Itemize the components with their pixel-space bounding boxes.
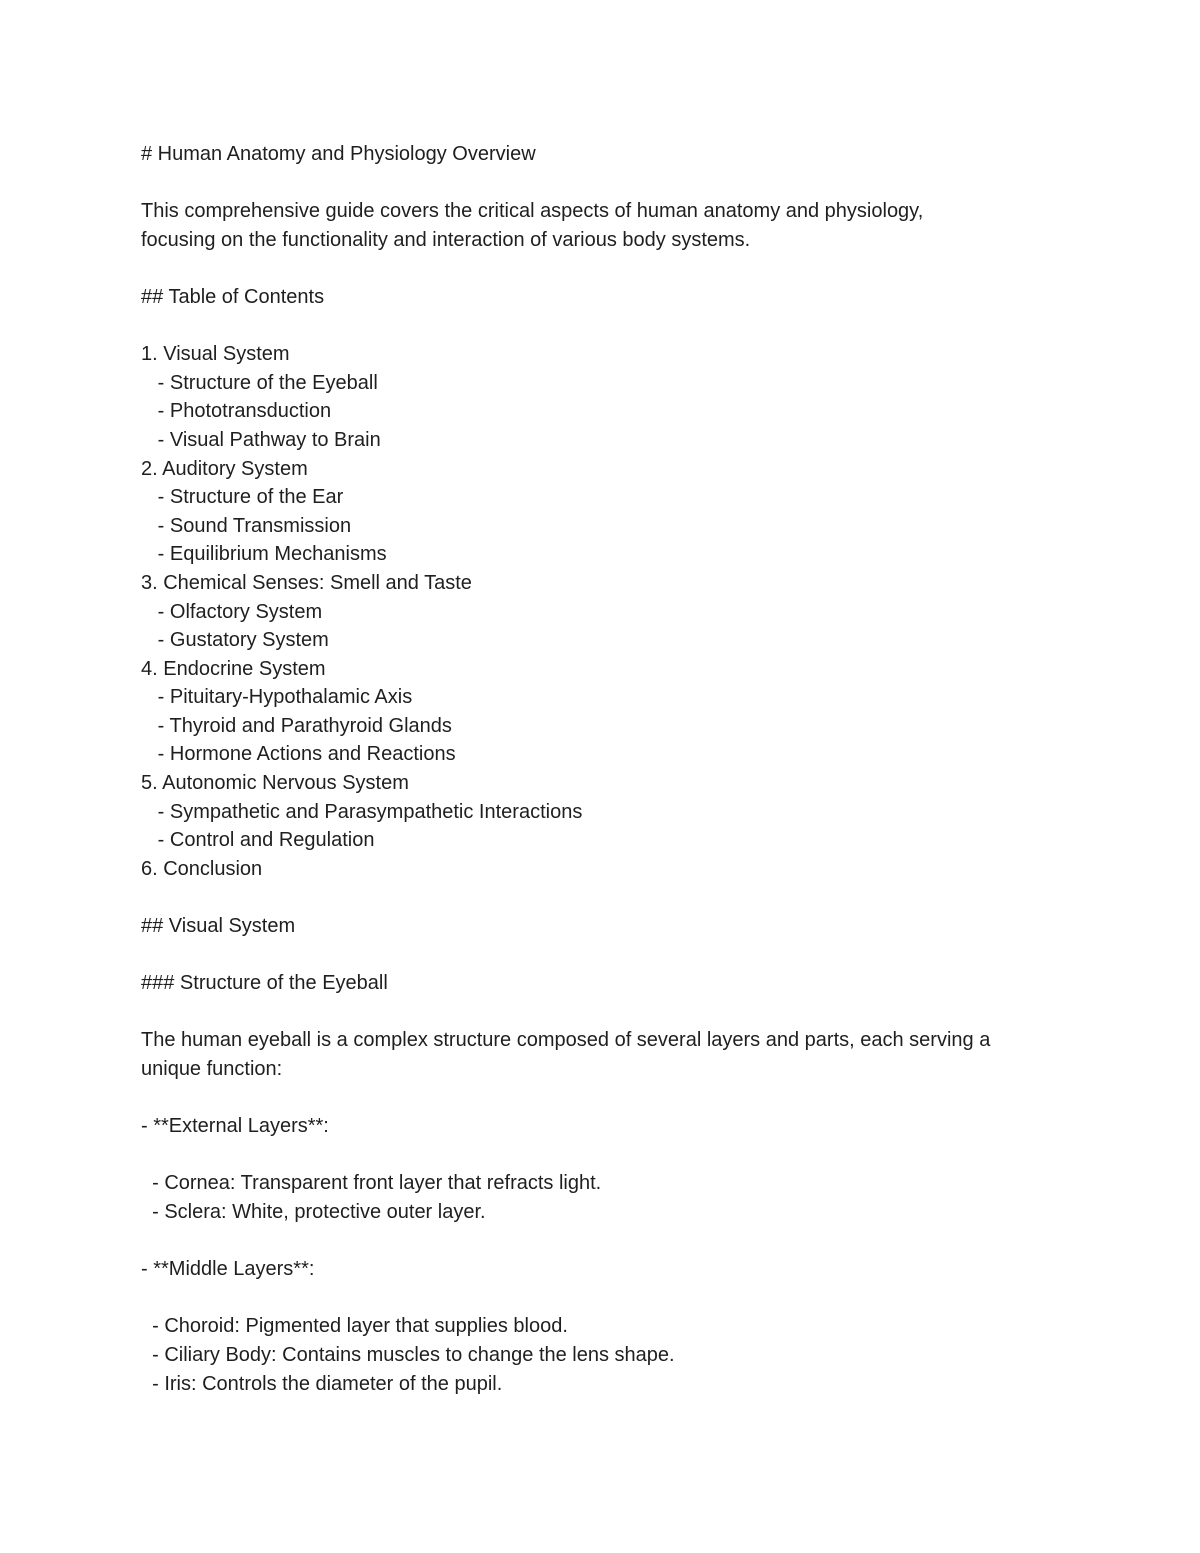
toc-item: - Thyroid and Parathyroid Glands	[141, 714, 452, 737]
spacer	[141, 1141, 1081, 1170]
toc-item: - Visual Pathway to Brain	[141, 428, 381, 451]
list-item: - Sclera: White, protective outer layer.	[141, 1200, 486, 1223]
toc-item: - Phototransduction	[141, 400, 332, 423]
list-item: - Choroid: Pigmented layer that supplies blood.	[141, 1315, 568, 1338]
middle-layers-heading: - **Middle Layers**:	[141, 1258, 315, 1281]
spacer	[141, 1084, 1081, 1113]
section-heading: ## Visual System	[141, 915, 296, 938]
toc-item: - Control and Regulation	[141, 829, 375, 852]
toc-item: 6. Conclusion	[141, 857, 263, 880]
toc-item: - Sound Transmission	[141, 514, 352, 537]
toc-item: 5. Autonomic Nervous System	[141, 772, 409, 795]
list-item: - Iris: Controls the diameter of the pupil.	[141, 1372, 503, 1395]
toc-item: 3. Chemical Senses: Smell and Taste	[141, 571, 472, 594]
table-of-contents	[141, 340, 1081, 883]
subsection-heading: ### Structure of the Eyeball	[141, 972, 388, 995]
spacer	[141, 169, 1081, 198]
spacer	[141, 1284, 1081, 1313]
toc-item: - Equilibrium Mechanisms	[141, 543, 387, 566]
toc-item: - Structure of the Ear	[141, 486, 344, 509]
toc-item: - Hormone Actions and Reactions	[141, 743, 456, 766]
spacer	[141, 883, 1081, 912]
toc-item: 4. Endocrine System	[141, 657, 326, 680]
eyeball-intro-line-2: unique function:	[141, 1058, 283, 1080]
toc-item: - Gustatory System	[141, 629, 329, 652]
toc-heading: ## Table of Contents	[141, 285, 325, 308]
toc-item: - Sympathetic and Parasympathetic Interactions	[141, 800, 583, 823]
toc-item: - Pituitary-Hypothalamic Axis	[141, 686, 413, 709]
eyeball-intro-line-1: The human eyeball is a complex structure composed of several layers and parts, each serving a	[141, 1029, 991, 1052]
toc-item: 1. Visual System	[141, 343, 290, 366]
list-item: - Ciliary Body: Contains muscles to change the lens shape.	[141, 1343, 675, 1366]
document-title: # Human Anatomy and Physiology Overview	[141, 143, 536, 165]
toc-item: - Olfactory System	[141, 600, 323, 623]
spacer	[141, 312, 1081, 341]
toc-item: - Structure of the Eyeball	[141, 371, 378, 394]
spacer	[141, 254, 1081, 283]
external-layers-heading: - **External Layers**:	[141, 1115, 329, 1138]
document-body	[141, 140, 1081, 1398]
spacer	[141, 1227, 1081, 1256]
spacer	[141, 998, 1081, 1027]
intro-line-2: focusing on the functionality and interaction of various body systems.	[141, 228, 751, 251]
toc-item: 2. Auditory System	[141, 457, 308, 480]
intro-line-1: This comprehensive guide covers the critical aspects of human anatomy and physiology,	[141, 200, 924, 223]
list-item: - Cornea: Transparent front layer that refracts light.	[141, 1172, 602, 1195]
spacer	[141, 941, 1081, 970]
